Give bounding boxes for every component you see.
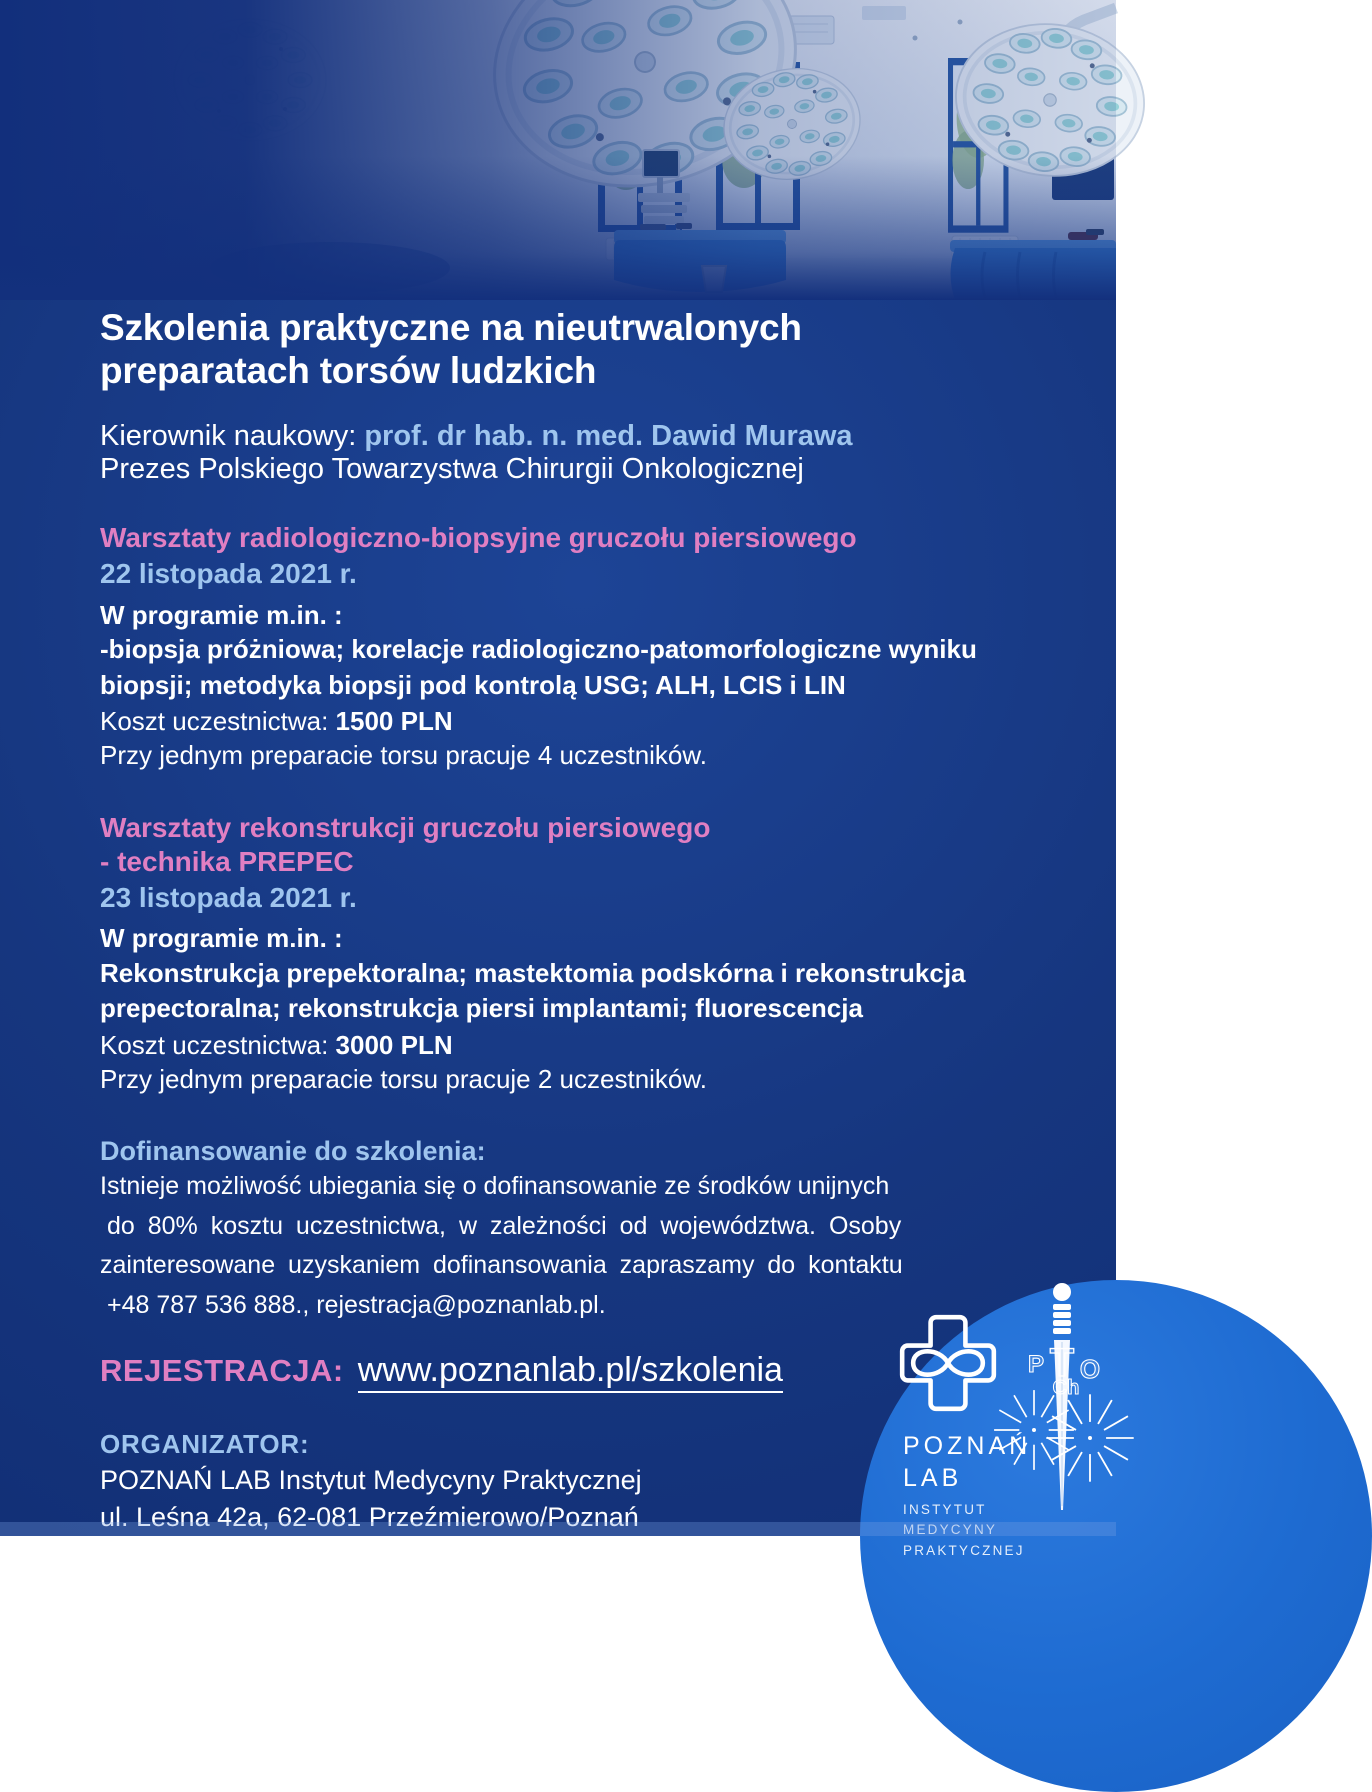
cost-value: 1500 PLN <box>335 706 453 737</box>
ptcho-letter-t: T <box>1049 1341 1075 1385</box>
footer-accent-strip <box>0 1522 1116 1536</box>
ptcho-letter-p: P <box>1027 1351 1045 1378</box>
cost-value: 3000 PLN <box>335 1029 453 1060</box>
workshop-2-program-label: W programie m.in. : <box>100 923 343 954</box>
poznanlab-desc-line: INSTYTUT <box>903 1502 987 1517</box>
workshop-1-section <box>100 521 1050 772</box>
poznanlab-subtitle: LAB <box>903 1464 963 1492</box>
registration-label: REJESTRACJA: <box>100 1353 344 1389</box>
workshop-1-cost <box>100 704 1050 738</box>
workshop-1-date: 22 listopada 2021 r. <box>100 558 357 590</box>
title-line-2: preparatach torsów ludzkich <box>100 350 597 392</box>
director-label: Kierownik naukowy: <box>100 419 365 452</box>
funding-line: do 80% kosztu uczestnictwa, w zależności od województwa. Osoby <box>107 1211 902 1240</box>
workshop-2-title-line-1: Warsztaty rekonstrukcji gruczołu piersiowego <box>100 811 711 843</box>
cost-label: Koszt uczestnictwa: <box>100 706 336 737</box>
program-line: biopsji; metodyka biopsji pod kontrolą USG; ALH, LCIS i LIN <box>100 669 846 700</box>
operating-room-photo <box>0 0 1116 300</box>
funding-section <box>100 1136 1050 1325</box>
workshop-2-section <box>100 811 1050 1097</box>
funding-line: Istnieje możliwość ubiegania się o dofinansowanie ze środków unijnych <box>100 1172 890 1201</box>
program-line: prepectoralna; rekonstrukcja piersi implantami; fluorescencja <box>100 993 863 1024</box>
registration-url-link[interactable]: www.poznanlab.pl/szkolenia <box>358 1351 783 1393</box>
poznanlab-desc-line: PRAKTYCZNEJ <box>903 1542 1025 1558</box>
program-line: Rekonstrukcja prepektoralna; mastektomia podskórna i rekonstrukcja <box>100 957 966 988</box>
workshop-1-title: Warsztaty radiologiczno-biopsyjne gruczołu piersiowego <box>100 522 857 554</box>
director-role: Prezes Polskiego Towarzystwa Chirurgii Onkologicznej <box>100 452 804 485</box>
page-title <box>100 306 1050 393</box>
organizer-name: POZNAŃ LAB Instytut Medycyny Praktycznej <box>100 1465 642 1496</box>
workshop-2-cost <box>100 1028 1050 1062</box>
program-line: -biopsja próżniowa; korelacje radiologiczno-patomorfologiczne wyniku <box>100 634 977 665</box>
organizer-address: ul. Leśna 42a, 62-081 Przeźmierowo/Poznań <box>100 1502 639 1533</box>
poznanlab-desc-line: MEDYCYNY <box>903 1522 998 1538</box>
poznanlab-cross-infinity-icon <box>893 1308 1003 1423</box>
workshop-2-date: 23 listopada 2021 r. <box>100 882 357 914</box>
funding-line: zainteresowane uzyskaniem dofinansowania zapraszamy do kontaktu <box>100 1251 903 1280</box>
funding-heading: Dofinansowanie do szkolenia: <box>100 1136 486 1167</box>
workshop-1-participants-note: Przy jednym preparacie torsu pracuje 4 uczestników. <box>100 740 707 771</box>
organizer-heading: ORGANIZATOR: <box>100 1429 310 1460</box>
workshop-2-participants-note: Przy jednym preparacie torsu pracuje 2 uczestników. <box>100 1064 707 1094</box>
title-line-1: Szkolenia praktyczne na nieutrwalonych <box>100 307 802 348</box>
scientific-director <box>100 420 1050 487</box>
director-name: prof. dr hab. n. med. Dawid Murawa <box>364 419 853 452</box>
workshop-1-program-label: W programie m.in. : <box>100 599 343 630</box>
ptcho-letters-ch: Ch <box>1052 1377 1080 1399</box>
director-line <box>100 420 1050 453</box>
poznanlab-title: POZNAŃ <box>903 1432 1032 1460</box>
funding-contact-line: +48 787 536 888., rejestracja@poznanlab.pl. <box>107 1290 606 1319</box>
ptcho-letter-o: O <box>1079 1354 1101 1384</box>
workshop-2-title-line-2: - technika PREPEC <box>100 845 354 877</box>
cost-label: Koszt uczestnictwa: <box>100 1029 336 1060</box>
poznanlab-wordmark <box>903 1430 1031 1561</box>
